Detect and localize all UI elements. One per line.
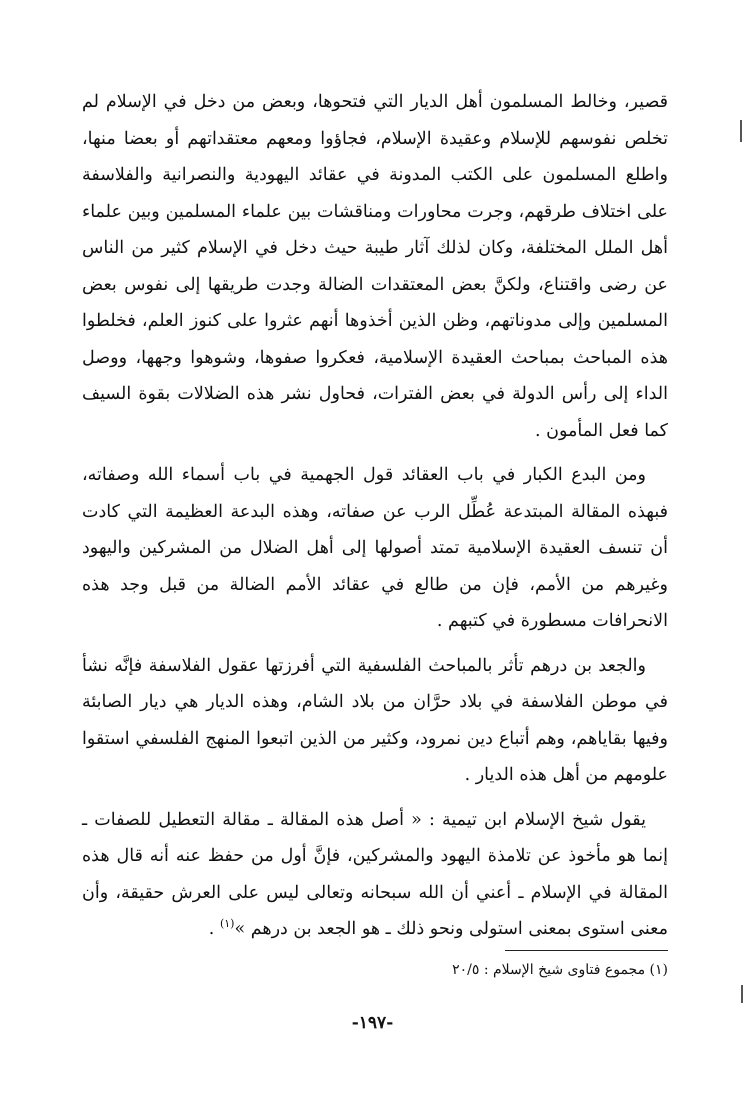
footnote: (١) مجموع فتاوى شيخ الإسلام : ٢٠/٥ [452, 962, 668, 978]
scan-edge-mark [740, 120, 742, 142]
quote-end-mark: . [208, 919, 215, 939]
paragraph-1: قصير، وخالط المسلمون أهل الديار التي فتحوها، وبعض من دخل في الإسلام لم تخلص نفوسهم للإسلام وعقيدة الإسلام، فجاؤوا ومعهم معتقداتهم أو بعضا منها، واطلع المسلمون على الكتب المدونة في عقائد اليهودية والنصرانية والفلاسفة على اختلاف طرقهم، وجرت محاورات ومناقشات بين علماء المسلمين وبين علماء أهل الملل المختلفة، وكان لذلك آثار طيبة حيث دخل في الإسلام كثير من الناس عن رضى واقتناع، ولكنَّ بعض المعتقدات الضالة وجدت طريقها إلى نفوس بعض المسلمين وإلى مدوناتهم، وظن الذين أخذوها أنهم عثروا على كنوز العلم، فخلطوا هذه المباحث بمباحث العقيدة الإسلامية، فعكروا صفوها، وشوهوا وجهها، ووصل الداء إلى رأس الدولة في بعض الفترات، فحاول نشر هذه الضلالات بقوة السيف كما فعل المأمون . [82, 92, 668, 441]
paragraph-4 [82, 802, 668, 948]
footnote-separator [505, 950, 668, 951]
scan-edge-mark [741, 985, 743, 1003]
paragraph-3: والجعد بن درهم تأثر بالمباحث الفلسفية التي أفرزتها عقول الفلاسفة فإنَّه نشأ في موطن الفلاسفة في بلاد حرَّان من بلاد الشام، وهذه الديار هي ديار الصابئة وفيها بقاياهم، وهم أتباع دين نمرود، وكثير من الذين اتبعوا المنهج الفلسفي استقوا علومهم من أهل هذه الديار . [82, 655, 668, 785]
paragraph-2: ومن البدع الكبار في باب العقائد قول الجهمية في باب أسماء الله وصفاته، فبهذه المقالة المبتدعة عُطِّل الرب عن صفاته، وهذه البدعة العظيمة التي كادت أن تنسف العقيدة الإسلامية تمتد أصولها إلى أهل الضلال من المشركين واليهود وغيرهم من الأمم، فإن من طالع في عقائد الأمم الضالة من قبل وجد هذه الانحرافات مسطورة في كتبهم . [82, 465, 668, 631]
quote-text: يقول شيخ الإسلام ابن تيمية : « أصل هذه المقالة ـ مقالة التعطيل للصفات ـ إنما هو مأخوذ عن تلامذة اليهود والمشركين، فإنَّ أول من حفظ عنه أنه قال هذه المقالة في الإسلام ـ أعني أن الله سبحانه وتعالى ليس على العرش حقيقة، وأن معنى استوى بمعنى استولى ونحو ذلك ـ هو الجعد بن درهم » [82, 809, 668, 939]
page-number: -١٩٧- [351, 1013, 394, 1033]
footnote-reference[interactable]: (١) [219, 917, 235, 931]
main-text [82, 84, 668, 956]
